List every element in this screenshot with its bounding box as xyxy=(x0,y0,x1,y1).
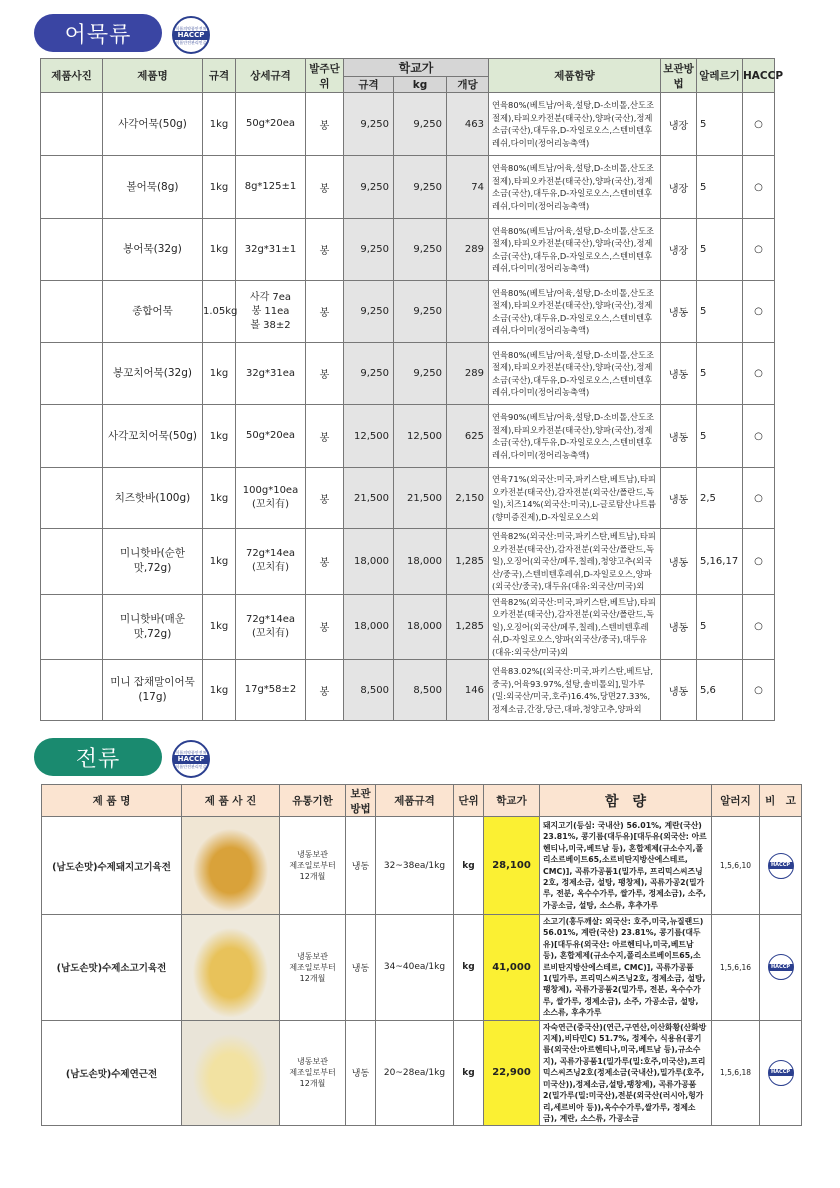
product-name: 치즈핫바(100g) xyxy=(103,468,203,529)
col-order: 발주단위 xyxy=(306,59,344,93)
price-kg: 12,500 xyxy=(394,405,447,468)
section-title-jeon: 전류 xyxy=(34,738,162,776)
price-spec: 18,000 xyxy=(344,529,394,595)
haccp-seal-icon: 식품의약품안전처 HACCP 식품안전관리인증 xyxy=(172,740,210,778)
product-photo xyxy=(41,281,103,343)
price-spec: 9,250 xyxy=(344,343,394,405)
product-ingredients: 소고기(홍두깨살: 외국산: 호주,미국,뉴질랜드) 56.01%, 계란(국산) 23.81%, 콩기름(대두유)[대두유(외국산: 아르헨티나,미국,베트남 등), 혼합제제(규소수지,폴리소르베이트65,소르비탄지방산에스테르, CMC)], 곡류가공품1(밀가루, 프리믹스씨즈닝2호, 정제소금, 설탕, 팽창제), 곡류가공품2(밀가루, 전분, 옥수수가루, 쌀가루, 정제소금), 소주, 가공소금, 설탕, 소스류, 후추가루 xyxy=(540,915,712,1021)
jeon-table xyxy=(41,784,802,1126)
product-photo xyxy=(182,915,280,1021)
product-storage: 냉장 xyxy=(661,219,697,281)
section-title-fishcake: 어묵류 xyxy=(34,14,162,52)
product-unit: 1kg xyxy=(203,219,236,281)
fishcake-table xyxy=(40,58,784,721)
price-kg: 18,000 xyxy=(394,529,447,595)
product-allergy: 5 xyxy=(697,594,743,660)
product-photo xyxy=(182,1020,280,1126)
product-allergy: 2,5 xyxy=(697,468,743,529)
product-detail: 32g*31ea xyxy=(236,343,306,405)
col-name: 제품명 xyxy=(103,59,203,93)
product-allergy: 5 xyxy=(697,281,743,343)
table-row xyxy=(41,93,775,156)
product-allergy: 1,5,6,16 xyxy=(712,915,760,1021)
col-school-kg: kg xyxy=(394,77,447,93)
haccp-seal-icon: HACCP xyxy=(768,853,794,879)
product-allergy: 5 xyxy=(697,93,743,156)
product-order: 봉 xyxy=(306,281,344,343)
col-price: 학교가 xyxy=(484,785,540,817)
product-haccp: ○ xyxy=(743,405,775,468)
haccp-seal-icon: HACCP xyxy=(768,1060,794,1086)
price-each: 74 xyxy=(447,156,489,219)
product-name: 미니 잡채말이어묵(17g) xyxy=(103,660,203,721)
product-haccp: ○ xyxy=(743,660,775,721)
product-unit: 1kg xyxy=(203,660,236,721)
col-expiry: 유통기한 xyxy=(280,785,346,817)
product-spec: 34~40ea/1kg xyxy=(376,915,454,1021)
product-haccp: ○ xyxy=(743,468,775,529)
product-allergy: 1,5,6,10 xyxy=(712,817,760,915)
product-haccp: ○ xyxy=(743,594,775,660)
table-row xyxy=(41,343,775,405)
col-name: 제 품 명 xyxy=(42,785,182,817)
product-unit: 1kg xyxy=(203,93,236,156)
price-each xyxy=(447,281,489,343)
haccp-seal-icon: HACCP xyxy=(768,954,794,980)
product-ingredients: 연육90%(베트남/어육,설탕,D-소비톨,산도조절제),타피오카전분(태국산),양파(국산),정제소금(국산),대두유,D-자일로오스,스텐비텐후레쉬,다이미(정어리농축액) xyxy=(489,405,661,468)
price-kg: 18,000 xyxy=(394,594,447,660)
product-spec: 32~38ea/1kg xyxy=(376,817,454,915)
product-price: 28,100 xyxy=(484,817,540,915)
col-detail: 상세규격 xyxy=(236,59,306,93)
product-order: 봉 xyxy=(306,529,344,595)
product-ingredients: 연육82%(외국산:미국,파키스탄,베트남),타피오카전분(태국산),감자전분(외국산/폴란드,독일),오징어(외국산/페루,칠레),청양고추(외국산/중국),스텐비텐후레쉬,D-자일로오스,양파(외국산/중국),대두유(대유:외국산/미국)외 xyxy=(489,529,661,595)
col-haccp: HACCP xyxy=(743,59,775,93)
product-order: 봉 xyxy=(306,468,344,529)
product-detail: 100g*10ea (꼬치有) xyxy=(236,468,306,529)
product-allergy: 5 xyxy=(697,219,743,281)
price-spec: 9,250 xyxy=(344,93,394,156)
product-storage: 냉동 xyxy=(346,915,376,1021)
table-row xyxy=(42,1020,802,1126)
product-name: (남도손맛)수제돼지고기육전 xyxy=(42,817,182,915)
product-storage: 냉장 xyxy=(661,156,697,219)
col-school-price: 학교가 xyxy=(344,59,489,77)
product-photo xyxy=(41,405,103,468)
price-spec: 9,250 xyxy=(344,219,394,281)
col-unit: 규격 xyxy=(203,59,236,93)
product-unit: kg xyxy=(454,1020,484,1126)
product-order: 봉 xyxy=(306,594,344,660)
product-storage: 냉동 xyxy=(661,343,697,405)
product-unit: 1kg xyxy=(203,343,236,405)
product-ingredients: 연육83.02%[(외국산:미국,파키스탄,베트남,중국),어육93.97%,설탕,솔비톨외],밀가루(밀:외국산/미국,호주)16.4%,당면27.33%,정제소금,간장,당근,대파,청양고추,양파외 xyxy=(489,660,661,721)
product-unit: kg xyxy=(454,915,484,1021)
table-row xyxy=(41,281,775,343)
product-expiry: 냉동보관 제조일로부터 12개월 xyxy=(280,817,346,915)
product-price: 22,900 xyxy=(484,1020,540,1126)
product-allergy: 5,16,17 xyxy=(697,529,743,595)
product-price: 41,000 xyxy=(484,915,540,1021)
product-unit: 1kg xyxy=(203,468,236,529)
product-detail: 50g*20ea xyxy=(236,93,306,156)
product-order: 봉 xyxy=(306,93,344,156)
price-spec: 21,500 xyxy=(344,468,394,529)
product-order: 봉 xyxy=(306,156,344,219)
col-ingredients: 함 량 xyxy=(540,785,712,817)
product-name: 미니핫바(매운맛,72g) xyxy=(103,594,203,660)
col-photo: 제 품 사 진 xyxy=(182,785,280,817)
product-name: 미니핫바(순한맛,72g) xyxy=(103,529,203,595)
product-detail: 50g*20ea xyxy=(236,405,306,468)
product-ingredients: 연육80%(베트남/어육,설탕,D-소비톨,산도조절제),타피오카전분(태국산),양파(국산),정제소금(국산),대두유,D-자일로오스,스텐비텐후레쉬,다이미(정어리농축액) xyxy=(489,219,661,281)
product-ingredients: 연육80%(베트남/어육,설탕,D-소비톨,산도조절제),타피오카전분(태국산),양파(국산),정제소금(국산),대두유,D-자일로오스,스텐비텐후레쉬,다이미(정어리농축액) xyxy=(489,156,661,219)
product-haccp: ○ xyxy=(743,281,775,343)
product-storage: 냉동 xyxy=(661,281,697,343)
price-kg: 9,250 xyxy=(394,281,447,343)
product-ingredients: 연육71%(외국산:미국,파키스탄,베트남),타피오카전분(태국산),감자전분(외국산/폴란드,독일),치즈14%(외국산:미국),L-글로탐산나트륨(향미증진제),D-자일로오스외 xyxy=(489,468,661,529)
product-name: 봉꼬치어묵(32g) xyxy=(103,343,203,405)
haccp-note xyxy=(760,1020,802,1126)
table-row xyxy=(42,915,802,1021)
product-detail: 17g*58±2 xyxy=(236,660,306,721)
product-photo-empty xyxy=(41,468,103,529)
product-haccp: ○ xyxy=(743,343,775,405)
price-kg: 8,500 xyxy=(394,660,447,721)
product-unit: 1kg xyxy=(203,405,236,468)
product-unit: 1.05kg xyxy=(203,281,236,343)
price-kg: 21,500 xyxy=(394,468,447,529)
product-order: 봉 xyxy=(306,405,344,468)
col-unit: 단위 xyxy=(454,785,484,817)
product-name: 종합어묵 xyxy=(103,281,203,343)
product-unit: 1kg xyxy=(203,529,236,595)
product-photo xyxy=(41,529,103,595)
col-storage: 보관방법 xyxy=(661,59,697,93)
price-kg: 9,250 xyxy=(394,93,447,156)
product-expiry: 냉동보관 제조일로부터 12개월 xyxy=(280,1020,346,1126)
product-photo xyxy=(182,817,280,915)
price-spec: 18,000 xyxy=(344,594,394,660)
table-row xyxy=(41,405,775,468)
price-each: 1,285 xyxy=(447,594,489,660)
haccp-seal-icon: 식품의약품안전처 HACCP 식품안전관리인증 xyxy=(172,16,210,54)
product-spec: 20~28ea/1kg xyxy=(376,1020,454,1126)
col-allergy: 알레르기 xyxy=(697,59,743,93)
price-each: 2,150 xyxy=(447,468,489,529)
product-ingredients: 연육80%(베트남/어육,설탕,D-소비톨,산도조절제),타피오카전분(태국산),양파(국산),정제소금(국산),대두유,D-자일로오스,스텐비텐후레쉬,다이미(정어리농축액) xyxy=(489,281,661,343)
product-allergy: 1,5,6,18 xyxy=(712,1020,760,1126)
product-detail: 8g*125±1 xyxy=(236,156,306,219)
price-each: 625 xyxy=(447,405,489,468)
product-order: 봉 xyxy=(306,219,344,281)
price-spec: 9,250 xyxy=(344,156,394,219)
haccp-note xyxy=(760,817,802,915)
price-each: 463 xyxy=(447,93,489,156)
product-storage: 냉동 xyxy=(661,405,697,468)
price-each: 289 xyxy=(447,343,489,405)
product-name: (남도손맛)수제소고기육전 xyxy=(42,915,182,1021)
product-name: 사각꼬치어묵(50g) xyxy=(103,405,203,468)
product-allergy: 5 xyxy=(697,156,743,219)
product-ingredients: 연육80%(베트남/어육,설탕,D-소비톨,산도조절제),타피오카전분(태국산),양파(국산),정제소금(국산),대두유,D-자일로오스,스텐비텐후레쉬,다이미(정어리농축액) xyxy=(489,343,661,405)
product-detail: 32g*31±1 xyxy=(236,219,306,281)
product-detail: 72g*14ea (꼬치有) xyxy=(236,594,306,660)
product-detail: 72g*14ea (꼬치有) xyxy=(236,529,306,595)
table-row xyxy=(41,468,775,529)
product-photo-empty xyxy=(41,660,103,721)
product-allergy: 5 xyxy=(697,343,743,405)
product-ingredients: 연육82%(외국산:미국,파키스탄,베트남),타피오카전분(태국산),감자전분(외국산/폴란드,독일),오징어(외국산/페루,칠레),스텐비텐후레쉬,D-자일로오스,양파(외국산/중국),대두유(대유:외국산/미국)외 xyxy=(489,594,661,660)
product-haccp: ○ xyxy=(743,156,775,219)
price-kg: 9,250 xyxy=(394,219,447,281)
col-allergy: 알러지 xyxy=(712,785,760,817)
product-ingredients: 자숙연근(중국산)(연근,구연산,이산화황(산화방지제),비타민C) 51.7%, 정제수, 식용유(콩기름(외국산:아르헨티나,미국,베트남 등),규소수지), 곡류가공품1(밀가루(밀:호주,미국산),프리믹스씨즈닝2호(정제소금(국내산),밀가루(호주,미국산)),정제소금,설탕,팽창제), 곡류가공품2(밀가루(밀:미국산),전분(외국산(러시아,헝가리,세르비아 등)),옥수수가루,쌀가루, 정제소금), 계란, 소스류, 가공소금 xyxy=(540,1020,712,1126)
product-allergy: 5 xyxy=(697,405,743,468)
product-ingredients: 연육80%(베트남/어육,설탕,D-소비톨,산도조절제),타피오카전분(태국산),양파(국산),정제소금(국산),대두유,D-자일로오스,스텐비텐후레쉬,다이미(정어리농축액) xyxy=(489,93,661,156)
col-note: 비 고 xyxy=(760,785,802,817)
product-unit: kg xyxy=(454,817,484,915)
product-storage: 냉장 xyxy=(661,93,697,156)
product-haccp: ○ xyxy=(743,529,775,595)
product-storage: 냉동 xyxy=(346,817,376,915)
col-storage: 보관방법 xyxy=(346,785,376,817)
col-ingredients: 제품함량 xyxy=(489,59,661,93)
price-each: 146 xyxy=(447,660,489,721)
product-storage: 냉동 xyxy=(661,594,697,660)
price-spec: 12,500 xyxy=(344,405,394,468)
price-each: 289 xyxy=(447,219,489,281)
product-haccp: ○ xyxy=(743,93,775,156)
table-row xyxy=(41,219,775,281)
product-name: 봉어묵(32g) xyxy=(103,219,203,281)
product-expiry: 냉동보관 제조일로부터 12개월 xyxy=(280,915,346,1021)
product-allergy: 5,6 xyxy=(697,660,743,721)
price-kg: 9,250 xyxy=(394,343,447,405)
product-storage: 냉동 xyxy=(346,1020,376,1126)
product-name: 볼어묵(8g) xyxy=(103,156,203,219)
product-photo-empty xyxy=(41,594,103,660)
table-row xyxy=(41,594,775,660)
price-kg: 9,250 xyxy=(394,156,447,219)
price-spec: 9,250 xyxy=(344,281,394,343)
product-order: 봉 xyxy=(306,660,344,721)
product-detail: 사각 7ea 봉 11ea 볼 38±2 xyxy=(236,281,306,343)
haccp-note xyxy=(760,915,802,1021)
product-photo xyxy=(41,93,103,156)
product-storage: 냉동 xyxy=(661,468,697,529)
product-name: (남도손맛)수제연근전 xyxy=(42,1020,182,1126)
table-row xyxy=(42,817,802,915)
product-photo xyxy=(41,156,103,219)
product-photo xyxy=(41,343,103,405)
price-spec: 8,500 xyxy=(344,660,394,721)
product-unit: 1kg xyxy=(203,594,236,660)
product-storage: 냉동 xyxy=(661,529,697,595)
col-school-spec: 규격 xyxy=(344,77,394,93)
col-school-each: 개당 xyxy=(447,77,489,93)
product-ingredients: 돼지고기(등심: 국내산) 56.01%, 계란(국산) 23.81%, 콩기름(대두유)[대두유(외국산: 아르헨티나,미국,베트남 등), 혼합제제(규소수지,폴리소르베이트65,소르비탄지방산에스테르, CMC)], 곡류가공품1(밀가루, 프리믹스씨즈닝2호, 정제소금, 설탕, 팽창제), 곡류가공2(밀가루, 전분, 옥수수가루, 쌀가루, 정제소금), 소주, 가공소금, 설탕, 소스류, 후추가루 xyxy=(540,817,712,915)
product-haccp: ○ xyxy=(743,219,775,281)
col-spec: 제품규격 xyxy=(376,785,454,817)
product-unit: 1kg xyxy=(203,156,236,219)
product-order: 봉 xyxy=(306,343,344,405)
product-photo xyxy=(41,219,103,281)
price-each: 1,285 xyxy=(447,529,489,595)
table-row xyxy=(41,156,775,219)
product-storage: 냉동 xyxy=(661,660,697,721)
col-photo: 제품사진 xyxy=(41,59,103,93)
product-name: 사각어묵(50g) xyxy=(103,93,203,156)
table-row xyxy=(41,660,775,721)
table-row xyxy=(41,529,775,595)
